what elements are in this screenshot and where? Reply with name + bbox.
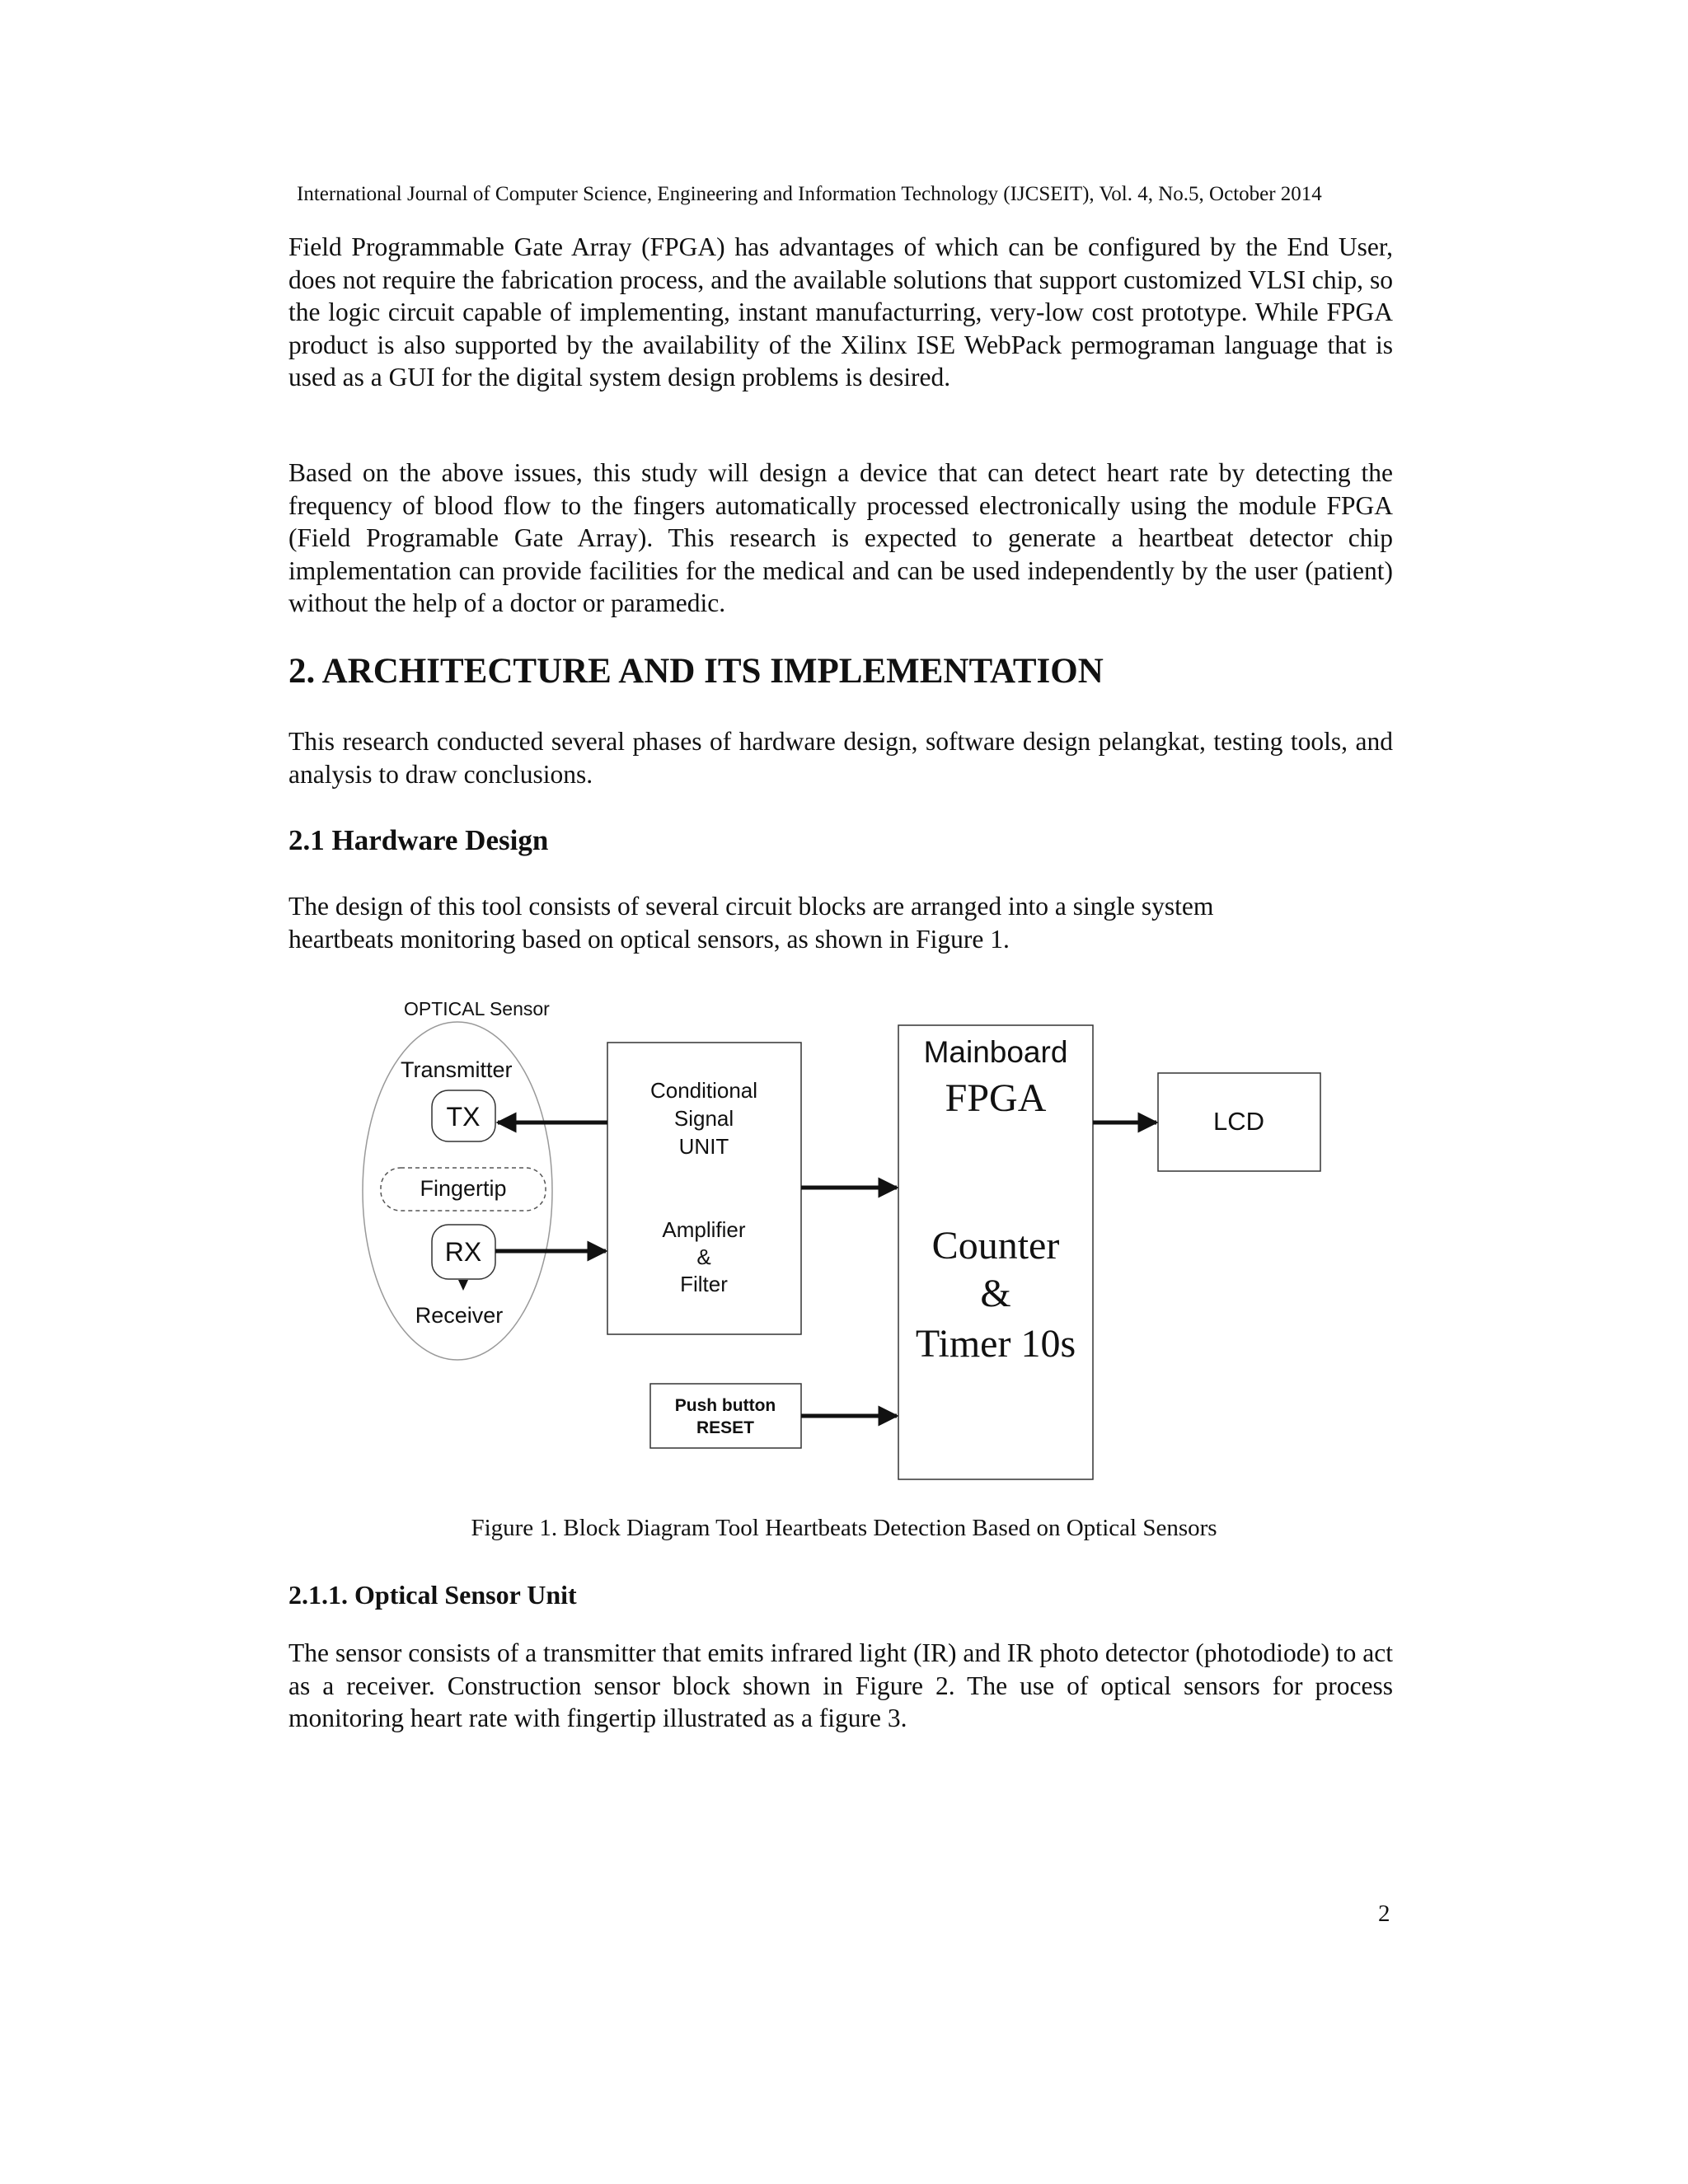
paragraph-design-tool: The design of this tool consists of several circuit blocks are arranged into a single system heartbeats monitoring based on optical sensors, as shown in Figure 1. [288, 892, 1214, 954]
transmitter-label: Transmitter [401, 1057, 513, 1082]
receiver-label: Receiver [415, 1303, 504, 1328]
counter-label: Counter [931, 1224, 1060, 1268]
push-button-line-2: RESET [696, 1418, 755, 1437]
csu-line-2: Signal [673, 1106, 734, 1131]
fingertip-label: Fingertip [420, 1176, 507, 1201]
paragraph-study-aim: Based on the above issues, this study will design a device that can detect heart rate by detecting the frequency of blood flow to the fingers automatically processed electronically using the module FPGA (Field Programable Gate Array). This research is expected to generate a heartbeat detector chip implementation can provide facilities for the medical and can be used independently by the user (patient) without the help of a doctor or paramedic. [288, 458, 1393, 617]
journal-header: International Journal of Computer Science, Engineering and Information Technology (IJCSEIT), Vol. 4, No.5, October 2014 [297, 183, 1322, 205]
csu-line-1: Conditional [649, 1078, 758, 1103]
subsubsection-heading-optical-sensor-unit: 2.1.1. Optical Sensor Unit [288, 1580, 577, 1610]
paragraph-phases: This research conducted several phases of hardware design, software design pelangkat, testing tools, and analysis to draw conclusions. [288, 727, 1393, 789]
amplifier-line-1: Amplifier [662, 1217, 746, 1242]
subsection-heading-hardware-design: 2.1 Hardware Design [288, 824, 549, 856]
paragraph-sensor-description: The sensor consists of a transmitter that emits infrared light (IR) and IR photo detector (photodiode) to act as a receiver. Construction sensor block shown in Figure 2. The use of optical sensors for process monitoring heart rate with fingertip illustrated as a figure 3. [288, 1638, 1393, 1732]
push-button-line-1: Push button [674, 1396, 776, 1415]
page-number: 2 [1378, 1900, 1390, 1927]
timer-label: Timer 10s [915, 1322, 1076, 1366]
rx-label: RX [444, 1237, 482, 1267]
ampersand-label: & [980, 1272, 1011, 1315]
amplifier-line-2: & [696, 1244, 711, 1269]
mainboard-label: Mainboard [923, 1035, 1068, 1069]
figure-caption: Figure 1. Block Diagram Tool Heartbeats Detection Based on Optical Sensors [471, 1515, 1217, 1541]
tx-label: TX [446, 1102, 481, 1132]
csu-line-3: UNIT [678, 1134, 729, 1159]
push-button-reset-block [650, 1384, 801, 1448]
lcd-label: LCD [1212, 1107, 1265, 1136]
amplifier-line-3: Filter [680, 1272, 728, 1296]
fpga-label: FPGA [945, 1076, 1047, 1120]
receiver-pointer-icon [458, 1280, 468, 1291]
paragraph-fpga-advantages: Field Programmable Gate Array (FPGA) has advantages of which can be configured by the End User, does not require the fabrication process, and the available solutions that support customized VLSI chip, so the logic circuit capable of implementing, instant manufacturring, very-low cost prototype. While FPGA product is also supported by the availability of the Xilinx ISE WebPack permograman language that is used as a GUI for the digital system design problems is desired. [288, 232, 1393, 391]
optical-sensor-label: OPTICAL Sensor [404, 998, 550, 1019]
section-heading-architecture: 2. ARCHITECTURE AND ITS IMPLEMENTATION [288, 652, 1104, 691]
